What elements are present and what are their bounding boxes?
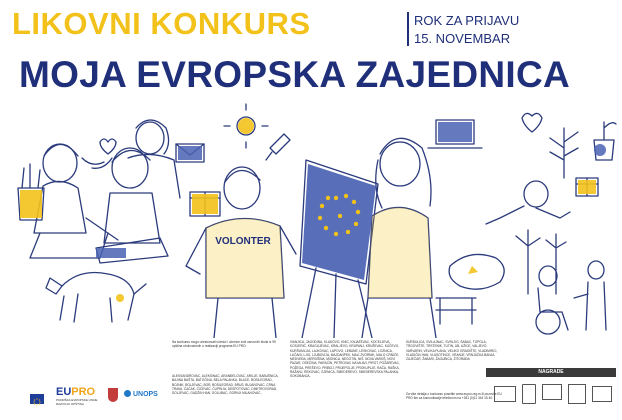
- prize-tablet-icon: [522, 384, 536, 404]
- bench-icon: [436, 298, 476, 324]
- prize-laptop-icon: [494, 386, 516, 402]
- doodle-illustration: [0, 98, 622, 338]
- hands-heart-icon: [82, 139, 116, 168]
- poster-title: LIKOVNI KONKURS: [12, 6, 311, 41]
- unops-logo-text: UNOPS: [132, 391, 158, 398]
- eupro-logo-pro: PRO: [71, 386, 96, 398]
- unops-logo: [124, 390, 158, 399]
- girl-planting-figure: [486, 181, 570, 224]
- helper-figure: [574, 261, 606, 330]
- eu-painting-fill: [302, 164, 376, 280]
- prize-monitor-icon: [542, 384, 562, 400]
- girl-shirt-fill: [368, 207, 432, 298]
- tree-icon: [550, 128, 578, 178]
- footer-intro: Na konkursu mogu učestvovati učenici i učenice sviš osnovnih škola iz 99 opština obuhvaćenih u realizaciji programa EU PRO:: [172, 340, 276, 349]
- volunteer-shirt-fill: [206, 218, 284, 298]
- footer: [0, 340, 622, 420]
- footer-towns-col-2: IVANJICA, JAGODINA, KLADOVO, KNIĆ, KNJAŽEVAC, KOCELJEVA, KOSJERIĆ, KRAGUJEVAC, KRALJEVO, KRUPANJ, KRUŠEVAC, KUČEVO, KURŠUMLIJA, LAJKOVAC, LAPOVO, LEBANE, LESKOVAC, LOZNICA, LUČANI, LJIG, LJUBOVIJA, MAJDANPEK, MALI ZVORNIK, MALO CRNIĆE, MEDVEĐA, MEROŠINA, MIONICA, NEGOTIN, NIŠ, NOVA VAROŠ, NOVI PAZAR, OSEČINA, PARAĆIN, PETROVAC NA MLAVI, PIROT, POŽAREVAC, POŽEGA, PREŠEVO, PRIBOJ, PRIJEPOLJE, PROKUPLJE, RAČA, RAŠKA, RAŽANJ, REKOVAC, SJENICA, SMEDEREVO, SMEDEREVSKA PALANKA, SOKOBANJA,: [290, 340, 400, 379]
- eu-flag-logo: [30, 394, 44, 404]
- eu-stars-icon: [30, 397, 44, 407]
- shirt-text: VOLONTER: [215, 236, 271, 247]
- serbia-coat-of-arms-icon: [108, 388, 118, 402]
- eupro-logo-eu: EU: [56, 386, 72, 398]
- boy-reading-figure: [96, 148, 168, 263]
- footer-towns-col-3: SURDULICA, SVILAJNAC, SVRLJIG, ŠABAC, TOPOLA, TRGOVIŠTE, TRSTENIK, TUTIN, UB, UŽICE, VALJEVO, VARVARIN, VELIKA PLANA, VELIKO GRADIŠTE, VLADIMIRCI, VLADIČIN HAN, VLASOTINCE, VRANJE, VRNJAČKA BANJA, ZAJEČAR, ŽABARI, ŽAGUBICA, ŽITORAĐA: [406, 340, 498, 362]
- dog-figure: [46, 273, 146, 323]
- footer-towns-col-1: ALEKSANDROVAC, ALEKSINAC, ARANĐELOVAC, ARILJE, BABUŠNICA, BAJINA BAŠTA, BATOČINA, BELA PALANKA, BLACE, BOSILEGRAD, BOJNIK, BOLJEVAC, BOR, BOSILEGRAD, BRUS, BUJANOVAC, CRNA TRAVA, ĆAČAK, ĆIĆEVAC, ĆUPRIJA, DESPOTOVAC, DIMITROVGRAD, DOLJEVAC, GADŽIN HAN, GOLUBAC, GORNJI MILANOVAC,: [172, 374, 279, 396]
- header-divider: [407, 12, 409, 46]
- prize-books-icon: [568, 384, 586, 404]
- deadline-block: [414, 12, 519, 48]
- deadline-date: 15. NOVEMBAR: [414, 31, 511, 46]
- eupro-logo: [56, 386, 95, 398]
- heart-icon: [522, 113, 542, 132]
- wind-turbine-icon: [516, 230, 566, 294]
- footer-contact: Za više detalja o konkursu posetite www.eupro.org.rs ili pozovite EU PRO tim za komunikacije telefonom na +381 (0)11 344 15 40.: [406, 392, 502, 401]
- prizes-label: NAGRADE: [486, 368, 616, 377]
- eupro-logo-caption: PODRŠKA EVROPSKE UNIJE RAZVOJU OPŠTINA: [56, 398, 98, 406]
- wheelchair-figure: [536, 266, 568, 334]
- rocket-icon: [266, 134, 290, 160]
- prize-printer-icon: [592, 386, 612, 402]
- poster-subtitle: MOJA EVROPSKA ZAJEDNICA: [19, 54, 571, 95]
- unops-globe-icon: [124, 390, 131, 397]
- deadline-label: ROK ZA PRIJAVU: [414, 13, 520, 28]
